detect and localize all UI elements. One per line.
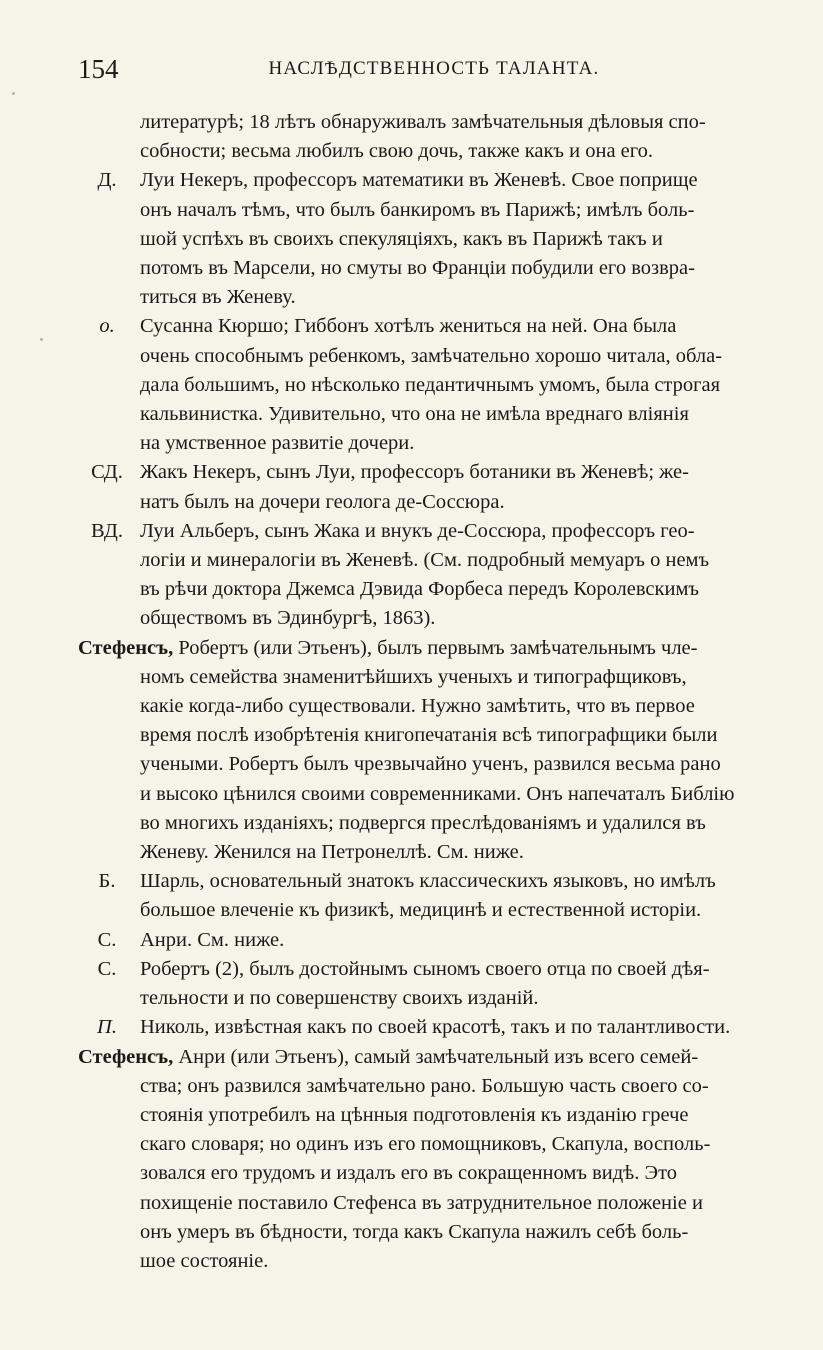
genealogy-entry (78, 926, 790, 955)
entry-line: Жакъ Некеръ, сынъ Луи, профессоръ ботаники въ Женевѣ; же- (140, 461, 689, 484)
entry-line: шой успѣхъ въ своихъ спекуляціяхъ, какъ въ Парижѣ такъ и (140, 227, 663, 250)
entry-name: Стефенсъ, (78, 1045, 174, 1068)
page-body (78, 108, 790, 1276)
entry-line: Шарль, основательный знатокъ классическихъ языковъ, но имѣлъ (140, 870, 716, 893)
entry-line: дала большимъ, но нѣсколько педантичнымъ умомъ, была строгая (140, 373, 721, 396)
entry-line: номъ семейства знаменитѣйшихъ ученыхъ и типографщиковъ, (140, 665, 687, 688)
entry-line: и высоко цѣнился своими современниками. Онъ напечаталъ Библію (140, 782, 735, 805)
relation-marker: Д. (97, 169, 117, 192)
entry-line: скаго словаря; но одинъ изъ его помощниковъ, Скапула, восполь- (140, 1133, 711, 1156)
genealogy-entry (78, 166, 790, 312)
entry-line: какіе когда-либо существовали. Нужно замѣтить, что въ первое (140, 695, 695, 718)
entry-line: литературѣ; 18 лѣтъ обнаруживалъ замѣчательныя дѣловыя спо- (140, 111, 706, 133)
paper-speck (40, 338, 43, 341)
entry-text: Робертъ (или Этьенъ), былъ первымъ замѣчательнымъ чле- (173, 636, 698, 659)
entry-line: время послѣ изобрѣтенія книгопечатанія всѣ типографщики были (140, 724, 718, 747)
entry-line: собности; весьма любилъ свою дочь, также какъ и она его. (140, 140, 654, 163)
entry-line: во многихъ изданіяхъ; подвергся преслѣдованіямъ и удалился въ (140, 811, 706, 834)
stephens-henri-entry (78, 1043, 790, 1277)
genealogy-entry (78, 458, 790, 516)
relation-marker: С. (97, 957, 117, 980)
relation-marker: С. (97, 928, 117, 951)
entry-text: Анри (или Этьенъ), самый замѣчательный изъ всего семей- (173, 1045, 699, 1068)
entry-line: Робертъ (2), былъ достойнымъ сыномъ своего отца по своей дѣя- (140, 957, 710, 980)
genealogy-entry (78, 108, 790, 166)
entry-line: натъ былъ на дочери геолога де-Соссюра. (140, 490, 505, 513)
entry-line: очень способнымъ ребенкомъ, замѣчательно хорошо читала, обла- (140, 344, 723, 367)
entry-line: похищеніе поставило Стефенса въ затруднительное положеніе и (140, 1191, 703, 1214)
entry-line: логіи и минералогіи въ Женевѣ. (См. подробный мемуаръ о немъ (140, 549, 710, 572)
entry-name: Стефенсъ, (78, 636, 174, 659)
necker-entries (78, 108, 790, 634)
entry-line: тельности и по совершенству своихъ изданій. (140, 987, 539, 1010)
genealogy-entry (78, 1013, 790, 1042)
entry-line: Луи Некеръ, профессоръ математики въ Женевѣ. Свое поприще (140, 169, 698, 192)
entry-line: онъ началъ тѣмъ, что былъ банкиромъ въ Парижѣ; имѣлъ боль- (140, 198, 695, 221)
robert-children-entries (78, 867, 790, 1042)
entry-line: титься въ Женеву. (140, 286, 296, 309)
running-title: НАСЛѢДСТВЕННОСТЬ ТАЛАНТА. (268, 58, 600, 79)
entry-line: Женеву. Женился на Петронеллѣ. См. ниже. (140, 841, 524, 864)
relation-marker: ВД. (90, 519, 123, 542)
relation-marker: П. (97, 1016, 117, 1039)
entry-line: на умственное развитіе дочери. (140, 432, 415, 455)
entry-line: кальвинистка. Удивительно, что она не имѣла вреднаго вліянія (140, 403, 689, 426)
entry-line: Николь, извѣстная какъ по своей красотѣ, такъ и по талантливости. (140, 1016, 731, 1039)
relation-marker: СД. (91, 461, 123, 484)
paper-speck (12, 92, 15, 95)
genealogy-entry (78, 955, 790, 1013)
page-header (78, 54, 790, 88)
entry-line: ства; онъ развился замѣчательно рано. Большую часть своего со- (140, 1074, 709, 1097)
genealogy-entry (78, 312, 790, 458)
entry-line: въ рѣчи доктора Джемса Дэвида Форбеса передъ Королевскимъ (140, 578, 700, 601)
entry-line: Луи Альберъ, сынъ Жака и внукъ де-Соссюра, профессоръ гео- (140, 519, 695, 542)
stephens-robert-entry (78, 634, 790, 868)
entry-line: учеными. Робертъ былъ чрезвычайно ученъ, развился весьма рано (140, 753, 721, 776)
entry-line: Анри. См. ниже. (140, 928, 285, 951)
entry-line: онъ умеръ въ бѣдности, тогда какъ Скапула нажилъ себѣ боль- (140, 1220, 689, 1243)
relation-marker: Б. (98, 870, 116, 893)
genealogy-entry (78, 517, 790, 634)
entry-line: большое влеченіе къ физикѣ, медицинѣ и естественной исторіи. (140, 899, 702, 922)
relation-marker: о. (99, 315, 115, 338)
entry-first-line (78, 634, 790, 663)
entry-line: шое состояніе. (140, 1249, 269, 1272)
genealogy-entry (78, 867, 790, 925)
entry-line: зовался его трудомъ и издалъ его въ сокращенномъ видѣ. Это (140, 1162, 678, 1185)
entry-line: обществомъ въ Эдинбургѣ, 1863). (140, 607, 436, 630)
entry-line: стоянія употребилъ на цѣнныя подготовленія къ изданію грече (140, 1103, 689, 1126)
page-number: 154 (78, 54, 119, 84)
entry-line: потомъ въ Марсели, но смуты во Франціи побудили его возвра- (140, 257, 695, 280)
entry-line: Сусанна Кюршо; Гиббонъ хотѣлъ жениться на ней. Она была (140, 315, 677, 338)
entry-first-line (78, 1043, 790, 1072)
